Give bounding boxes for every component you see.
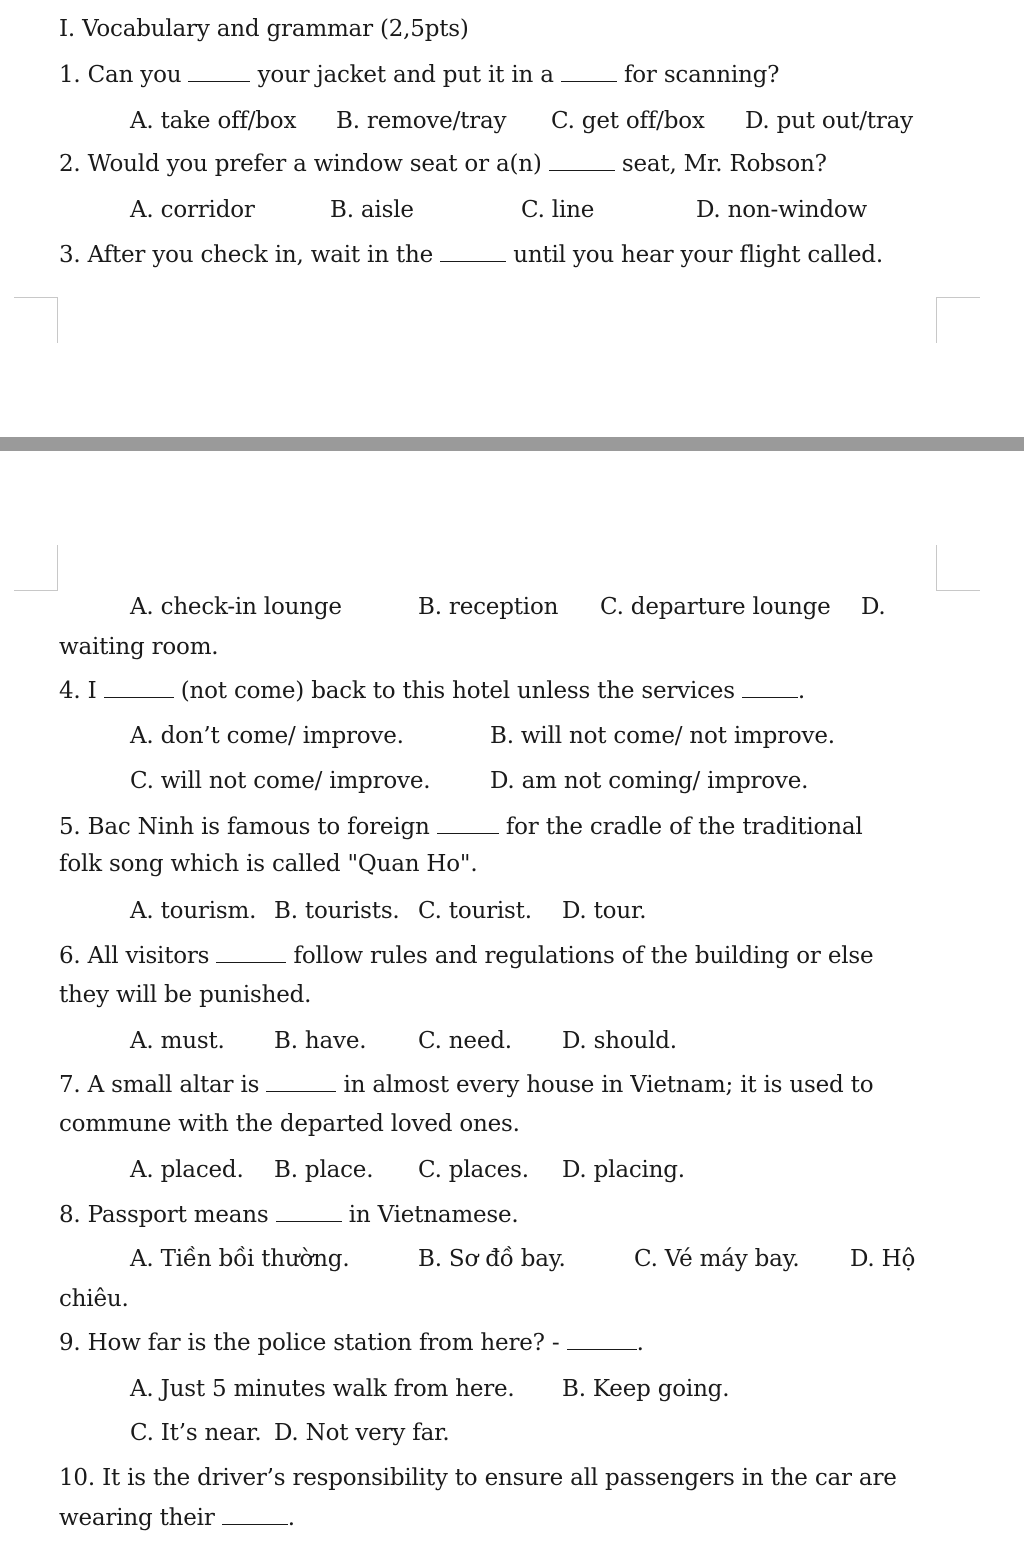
question-7-line2: commune with the departed loved ones. xyxy=(59,1111,520,1137)
answer-blank xyxy=(437,815,499,834)
option-2b: B. aisle xyxy=(330,197,414,223)
question-1: 1. Can you your jacket and put it in a for scanning? xyxy=(59,62,780,88)
answer-blank xyxy=(742,679,798,698)
option-2a: A. corridor xyxy=(130,197,255,223)
margin-mark xyxy=(936,297,980,298)
question-5: 5. Bac Ninh is famous to foreign for the cradle of the traditional xyxy=(59,814,863,840)
option-5c: C. tourist. xyxy=(418,898,532,924)
answer-blank xyxy=(549,152,615,171)
option-3a: A. check-in lounge xyxy=(130,594,342,620)
question-10-line2: wearing their . xyxy=(59,1505,295,1531)
answer-blank xyxy=(266,1073,336,1092)
margin-mark xyxy=(14,297,58,298)
option-5a: A. tourism. xyxy=(130,898,257,924)
option-7c: C. places. xyxy=(418,1157,529,1183)
option-3b: B. reception xyxy=(418,594,559,620)
answer-blank xyxy=(567,1331,637,1350)
document-page-1 xyxy=(0,0,1024,437)
question-10: 10. It is the driver’s responsibility to ensure all passengers in the car are xyxy=(59,1465,897,1491)
option-8c: C. Vé máy bay. xyxy=(634,1246,800,1272)
option-6b: B. have. xyxy=(274,1028,367,1054)
question-6: 6. All visitors follow rules and regulations of the building or else xyxy=(59,943,874,969)
option-3d: D. xyxy=(861,594,886,620)
option-4c: C. will not come/ improve. xyxy=(130,768,431,794)
margin-mark xyxy=(57,297,58,343)
option-4a: A. don’t come/ improve. xyxy=(130,723,404,749)
option-6c: C. need. xyxy=(418,1028,512,1054)
question-5-line2: folk song which is called "Quan Ho". xyxy=(59,851,478,877)
option-8d-wrap: chiêu. xyxy=(59,1286,129,1312)
answer-blank xyxy=(222,1506,288,1525)
question-9: 9. How far is the police station from here? - . xyxy=(59,1330,644,1356)
option-9c: C. It’s near. xyxy=(130,1420,262,1446)
option-9d: D. Not very far. xyxy=(274,1420,450,1446)
option-7d: D. placing. xyxy=(562,1157,685,1183)
question-6-line2: they will be punished. xyxy=(59,982,312,1008)
option-2d: D. non-window xyxy=(696,197,868,223)
answer-blank xyxy=(440,243,506,262)
answer-blank xyxy=(216,944,286,963)
question-7: 7. A small altar is in almost every house in Vietnam; it is used to xyxy=(59,1072,874,1098)
option-6a: A. must. xyxy=(130,1028,225,1054)
option-6d: D. should. xyxy=(562,1028,677,1054)
section-title: I. Vocabulary and grammar (2,5pts) xyxy=(59,16,469,42)
option-8d: D. Hộ xyxy=(850,1246,916,1272)
option-7a: A. placed. xyxy=(130,1157,244,1183)
option-9a: A. Just 5 minutes walk from here. xyxy=(130,1376,515,1402)
option-4b: B. will not come/ not improve. xyxy=(490,723,835,749)
option-9b: B. Keep going. xyxy=(562,1376,730,1402)
option-1a: A. take off/box xyxy=(130,108,297,134)
question-4: 4. I (not come) back to this hotel unless the services . xyxy=(59,678,806,704)
option-2c: C. line xyxy=(521,197,595,223)
option-3d-wrap: waiting room. xyxy=(59,634,219,660)
answer-blank xyxy=(104,679,174,698)
option-8a: A. Tiền bồi thường. xyxy=(130,1246,350,1272)
option-5d: D. tour. xyxy=(562,898,647,924)
answer-blank xyxy=(276,1203,342,1222)
option-1d: D. put out/tray xyxy=(745,108,913,134)
option-3c: C. departure lounge xyxy=(600,594,831,620)
question-3: 3. After you check in, wait in the until you hear your flight called. xyxy=(59,242,883,268)
question-2: 2. Would you prefer a window seat or a(n) seat, Mr. Robson? xyxy=(59,151,827,177)
question-8: 8. Passport means in Vietnamese. xyxy=(59,1202,519,1228)
option-8b: B. Sơ đồ bay. xyxy=(418,1246,566,1272)
margin-mark xyxy=(57,545,58,591)
option-1b: B. remove/tray xyxy=(336,108,507,134)
margin-mark xyxy=(14,590,58,591)
answer-blank xyxy=(561,63,617,82)
margin-mark xyxy=(936,590,980,591)
option-4d: D. am not coming/ improve. xyxy=(490,768,809,794)
option-5b: B. tourists. xyxy=(274,898,400,924)
answer-blank xyxy=(188,63,250,82)
page-separator xyxy=(0,437,1024,451)
document-page-2 xyxy=(0,451,1024,1543)
margin-mark xyxy=(936,545,937,591)
margin-mark xyxy=(936,297,937,343)
option-7b: B. place. xyxy=(274,1157,374,1183)
option-1c: C. get off/box xyxy=(551,108,705,134)
